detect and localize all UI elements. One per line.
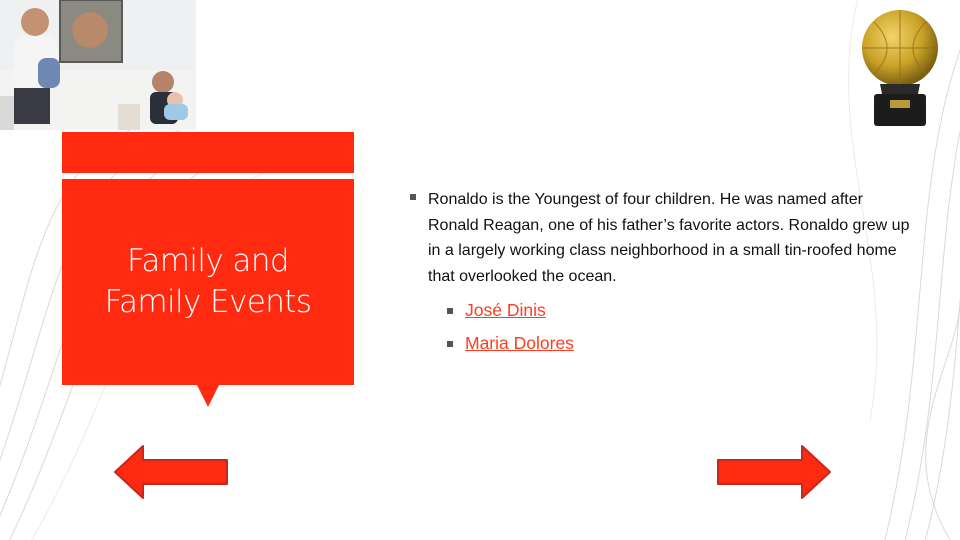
prev-slide-button[interactable] xyxy=(113,444,231,500)
ballon-dor-trophy-icon xyxy=(858,8,942,130)
right-arrow-icon xyxy=(718,446,830,498)
title-box-pointer xyxy=(197,385,219,407)
slide-content xyxy=(410,187,910,360)
link-jose-dinis[interactable]: José Dinis xyxy=(465,300,546,321)
sub-bullet-list xyxy=(447,294,910,360)
main-bullet xyxy=(410,187,910,289)
next-slide-button[interactable] xyxy=(714,444,832,500)
bullet-square-icon xyxy=(447,341,453,347)
list-item xyxy=(447,294,910,327)
title-box xyxy=(62,179,354,385)
link-maria-dolores[interactable]: Maria Dolores xyxy=(465,333,574,354)
family-photo xyxy=(0,0,196,130)
list-item xyxy=(447,327,910,360)
slide-title xyxy=(105,241,312,323)
main-bullet-text: Ronaldo is the Youngest of four children. He was named after Ronald Reagan, one of his father’s favorite actors. Ronaldo grew up in a largely working class neighborhood in a small tin-roofed home that overlooked the ocean. xyxy=(428,191,910,285)
left-arrow-icon xyxy=(115,446,227,498)
bullet-square-icon xyxy=(410,194,416,200)
bullet-square-icon xyxy=(447,308,453,314)
accent-bar xyxy=(62,132,354,173)
slide-title-line-2: Family Events xyxy=(104,284,312,320)
slide-title-line-1: Family and xyxy=(127,243,289,279)
